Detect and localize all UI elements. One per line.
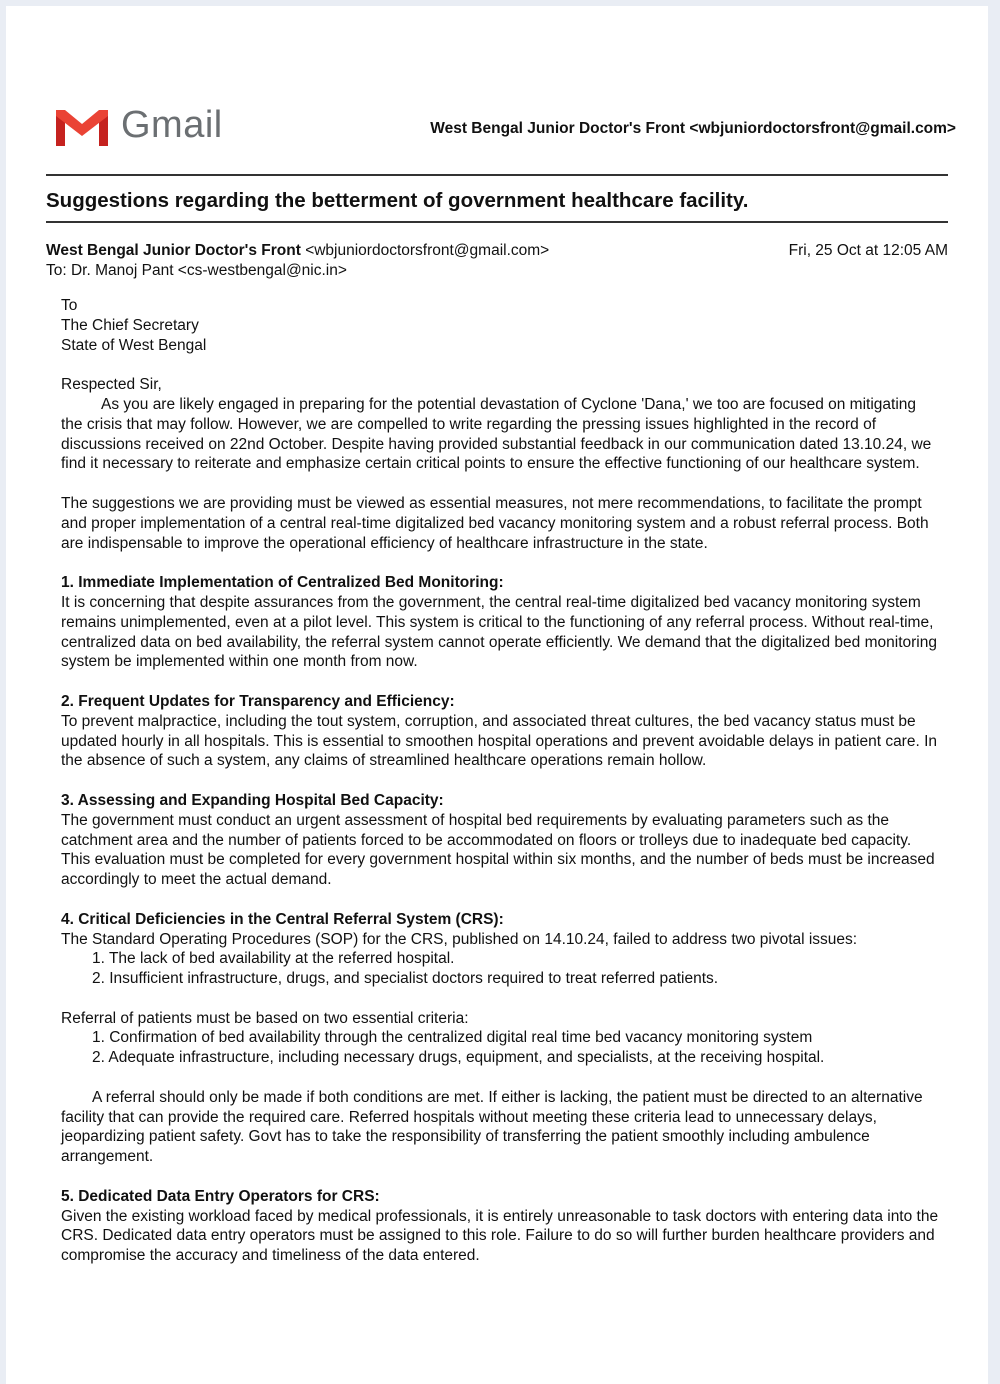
section-heading: 1. Immediate Implementation of Centralized Bed Monitoring: — [61, 574, 504, 592]
section-heading: 4. Critical Deficiencies in the Central Referral System (CRS): — [61, 910, 504, 928]
sender-email: <wbjuniordoctorsfront@gmail.com> — [305, 242, 550, 259]
gmail-logo — [54, 102, 234, 150]
divider — [46, 174, 948, 176]
section-text: To prevent malpractice, including the tout system, corruption, and associated threat cultures, the bed vacancy status must be updated hourly in all hospitals. This is essential to smoothen hospital operations and prevent avoidable delays in patient care. In the absence of such a system, any claims of streamlined healthcare operations remain hollow. — [61, 712, 938, 770]
section-heading: 3. Assessing and Expanding Hospital Bed Capacity: — [61, 791, 444, 809]
email-subject: Suggestions regarding the betterment of government healthcare facility. — [46, 189, 749, 212]
address-line: State of West Bengal — [61, 336, 207, 354]
header-account: West Bengal Junior Doctor's Front <wbjuniordoctorsfront@gmail.com> — [430, 120, 956, 137]
list-item: 1. Confirmation of bed availability through the centralized digital real time bed vacancy monitoring system — [92, 1029, 813, 1047]
section-text: Given the existing workload faced by medical professionals, it is entirely unreasonable to task doctors with entering data into the CRS. Dedicated data entry operators must be assigned to this role. Failure to do so will further burden healthcare providers and compromise the accuracy and timeliness of the data entered. — [61, 1207, 939, 1265]
section-text: It is concerning that despite assurances from the government, the central real-time digitalized bed vacancy monitoring system remains unimplemented, even at a pilot level. This system is critical to the functioning of any referral process. Without real-time, centralized data on bed availability, the referral system cannot operate efficiently. We demand that the digitalized bed monitoring system be implemented within one month from now. — [61, 593, 937, 671]
address-line: The Chief Secretary — [61, 316, 199, 334]
paragraph: The suggestions we are providing must be viewed as essential measures, not mere recommendations, to facilitate the prompt and proper implementation of a central real-time digitalized bed vacancy monitoring system and a robust referral process. Both are indispensable to improve the operational efficiency of healthcare infrastructure in the state. — [61, 494, 929, 552]
list-item: 2. Insufficient infrastructure, drugs, and specialist doctors required to treat referred patients. — [92, 970, 719, 988]
list-item: 1. The lack of bed availability at the referred hospital. — [92, 950, 455, 968]
section-text: A referral should only be made if both conditions are met. If either is lacking, the patient must be directed to an alternative facility that can provide the required care. Referred hospitals without meeting these criteria lead to unnecessary delays, jeopardizing patient safety. Govt has to take the responsibility of transferring the patient smoothly including ambulence arrangement. — [61, 1088, 923, 1166]
section-text: The Standard Operating Procedures (SOP) for the CRS, published on 14.10.24, failed to address two pivotal issues: — [61, 930, 858, 948]
message-meta — [46, 241, 948, 281]
print-header — [54, 102, 956, 162]
section-text: Referral of patients must be based on two essential criteria: — [61, 1009, 469, 1027]
salutation: Respected Sir, — [61, 376, 162, 394]
divider — [46, 221, 948, 223]
gmail-m-icon — [54, 106, 110, 150]
print-page — [6, 6, 988, 1384]
message-date: Fri, 25 Oct at 12:05 AM — [788, 242, 948, 259]
intro-paragraph: As you are likely engaged in preparing for the potential devastation of Cyclone 'Dana,' we too are focused on mitigating the crisis that may follow. However, we are compelled to write regarding the pressing issues highlighted in the record of discussions received on 22nd October. Despite having provided substantial feedback in our communication dated 13.10.24, we find it necessary to reiterate and emphasize certain critical points to ensure the effective functioning of our healthcare system. — [61, 395, 932, 473]
sender-name: West Bengal Junior Doctor's Front — [46, 242, 301, 259]
list-item: 2. Adequate infrastructure, including necessary drugs, equipment, and specialists, at the receiving hospital. — [92, 1049, 825, 1067]
section-text: The government must conduct an urgent assessment of hospital bed requirements by evaluating parameters such as the catchment area and the number of patients forced to be accommodated on floors or trolleys due to inadequate bed capacity. This evaluation must be completed for every government hospital within six months, and the number of beds must be increased accordingly to meet the actual demand. — [61, 811, 935, 889]
message-body — [61, 296, 941, 1266]
section-heading: 5. Dedicated Data Entry Operators for CRS: — [61, 1187, 380, 1205]
gmail-wordmark: Gmail — [121, 104, 223, 146]
section-heading: 2. Frequent Updates for Transparency and Efficiency: — [61, 692, 455, 710]
recipient-line: To: Dr. Manoj Pant <cs-westbengal@nic.in> — [46, 262, 347, 279]
address-line: To — [61, 297, 78, 314]
